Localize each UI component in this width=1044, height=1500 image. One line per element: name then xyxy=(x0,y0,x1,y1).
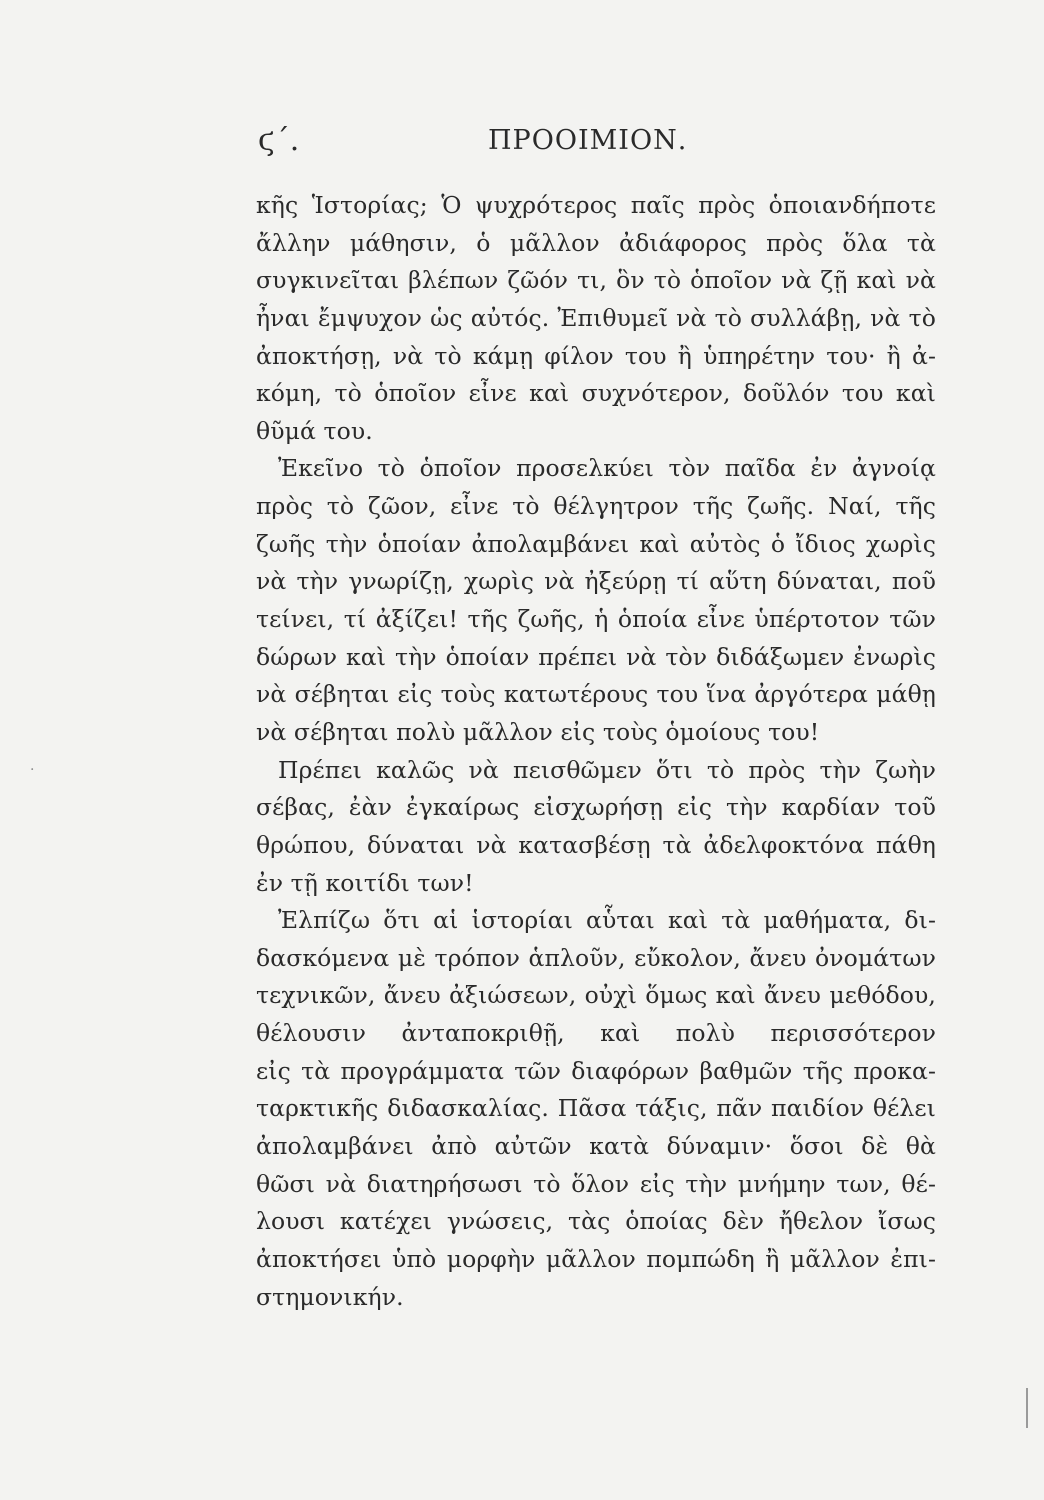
paragraph-first-line: Πρέπει καλῶς νὰ πεισθῶμεν ὅτι τὸ πρὸς τὴν ζωὴν xyxy=(278,755,936,784)
text-line: ἀπολαμβάνει ἀπὸ αὐτῶν κατὰ δύναμιν· ὅσοι δὲ θὰ xyxy=(256,1132,936,1161)
text-line: νὰ σέβηται πολὺ μᾶλλον εἰς τοὺς ὁμοίους του! xyxy=(256,717,820,746)
text-line: τείνει, τί ἀξίζει! τῆς ζωῆς, ἡ ὁποία εἶνε ὑπέρτοτον τῶν xyxy=(256,605,936,634)
paragraph-first-line: Ἐλπίζω ὅτι αἱ ἱστορίαι αὗται καὶ τὰ μαθήματα, δι- xyxy=(278,906,936,935)
text-line: νὰ σέβηται εἰς τοὺς κατωτέρους του ἵνα ἀργότερα μάθῃ xyxy=(256,680,936,709)
margin-line-mark xyxy=(1026,1388,1028,1428)
text-line: ζωῆς τὴν ὁποίαν ἀπολαμβάνει καὶ αὐτὸς ὁ ἴδιος χωρὶς xyxy=(256,529,936,558)
text-line: στημονικήν. xyxy=(256,1282,404,1311)
margin-speck: · xyxy=(30,762,35,778)
text-line: θρώπου, δύναται νὰ κατασβέσῃ τὰ ἀδελφοκτόνα πάθη xyxy=(256,830,936,859)
page-number: ϛ΄. xyxy=(258,123,300,158)
paragraph-first-line: Ἐκεῖνο τὸ ὁποῖον προσελκύει τὸν παῖδα ἐν ἀγνοίᾳ xyxy=(278,454,936,483)
text-line: τεχνικῶν, ἄνευ ἀξιώσεων, οὐχὶ ὅμως καὶ ἄνευ μεθόδου, xyxy=(256,981,936,1010)
text-line: δώρων καὶ τὴν ὁποίαν πρέπει νὰ τὸν διδάξωμεν ἐνωρὶς xyxy=(256,642,936,671)
text-line: ἀποκτήσῃ, νὰ τὸ κάμῃ φίλον του ἢ ὑπηρέτην του· ἢ ἀ- xyxy=(256,341,936,370)
text-line: θῶσι νὰ διατηρήσωσι τὸ ὅλον εἰς τὴν μνήμην των, θέ- xyxy=(256,1169,936,1198)
text-line: ἐν τῇ κοιτίδι των! xyxy=(256,868,474,897)
text-line: συγκινεῖται βλέπων ζῶόν τι, ὃν τὸ ὁποῖον νὰ ζῇ καὶ νὰ xyxy=(256,266,936,295)
text-line: πρὸς τὸ ζῶον, εἶνε τὸ θέλγητρον τῆς ζωῆς. Ναί, τῆς xyxy=(256,492,936,521)
running-head: ΠΡΟΟΙΜΙΟΝ. xyxy=(488,125,688,156)
text-line: θῦμά του. xyxy=(256,416,373,445)
text-line: ταρκτικῆς διδασκαλίας. Πᾶσα τάξις, πᾶν παιδίον θέλει xyxy=(256,1094,936,1123)
text-line: εἰς τὰ προγράμματα τῶν διαφόρων βαθμῶν τῆς προκα- xyxy=(256,1056,936,1085)
text-line: δασκόμενα μὲ τρόπον ἁπλοῦν, εὔκολον, ἄνευ ὀνομάτων xyxy=(256,943,936,972)
text-line: κῆς Ἱστορίας; Ὁ ψυχρότερος παῖς πρὸς ὁποιανδήποτε xyxy=(256,191,936,219)
text-line: νὰ τὴν γνωρίζῃ, χωρὶς νὰ ἠξεύρῃ τί αὕτη δύναται, ποῦ xyxy=(256,567,936,596)
text-line: θέλουσιν ἀνταποκριθῇ, καὶ πολὺ περισσότερον xyxy=(256,1019,936,1048)
text-line: ἀποκτήσει ὑπὸ μορφὴν μᾶλλον πομπώδη ἢ μᾶλλον ἐπι- xyxy=(256,1244,936,1273)
text-line: ἄλλην μάθησιν, ὁ μᾶλλον ἀδιάφορος πρὸς ὅλα τὰ xyxy=(256,228,936,257)
text-line: σέβας, ἐὰν ἐγκαίρως εἰσχωρήσῃ εἰς τὴν καρδίαν τοῦ xyxy=(256,793,936,822)
text-line: ἦναι ἔμψυχον ὡς αὐτός. Ἐπιθυμεῖ νὰ τὸ συλλάβῃ, νὰ τὸ xyxy=(256,303,936,332)
text-line: κόμη, τὸ ὁποῖον εἶνε καὶ συχνότερον, δοῦλόν του καὶ xyxy=(256,379,936,408)
text-line: λουσι κατέχει γνώσεις, τὰς ὁποίας δὲν ἤθελον ἴσως xyxy=(256,1207,936,1236)
body-text xyxy=(256,187,936,1316)
